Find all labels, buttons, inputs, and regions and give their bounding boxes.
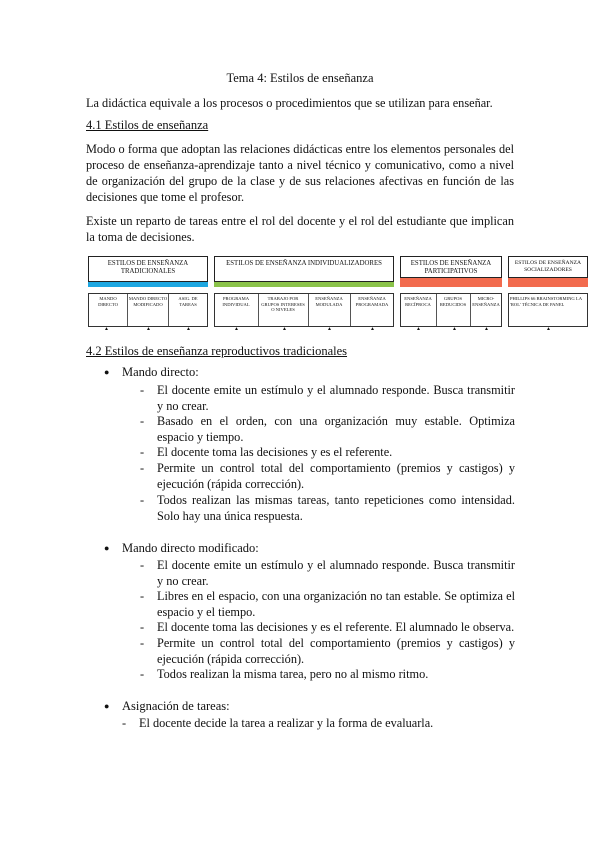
group-box-participativos — [400, 256, 502, 278]
list-item-text: El docente toma las decisiones y es el referente. El alumnado le observa. — [157, 620, 515, 634]
list-item-text: Todos realizan la misma tarea, pero no al mismo ritmo. — [157, 667, 429, 681]
sub-item-trabajo-grupos: TRABAJO POR GRUPOS INTERESES O NIVELES — [261, 296, 305, 313]
arrow-marker-icon: ▲ — [546, 327, 551, 332]
dash-icon: - — [140, 445, 145, 459]
sub-item-grupos-reducidos: GRUPOS REDUCIDOS — [439, 296, 467, 307]
bullet-label: Mando directo: — [122, 365, 199, 379]
list-item-text: El docente decide la tarea a realizar y la forma de evaluarla. — [139, 716, 434, 730]
list-item-text: Basado en el orden, con una organización muy estable. Optimiza espacio y tiempo. — [157, 414, 515, 444]
dash-icon: - — [140, 558, 145, 572]
teaching-styles-diagram — [88, 256, 582, 334]
group-box-socializadores — [508, 256, 588, 278]
list-item-text: Todos realizan las mismas tareas, tanto repeticiones como intensidad. Solo hay una única respuesta. — [157, 493, 515, 523]
arrow-marker-icon: ▲ — [234, 327, 239, 332]
sub-item-ensenanza-modulada: ENSEÑANZA MODULADA — [315, 296, 343, 307]
sub-separator — [308, 294, 309, 326]
group-bar-individualizadores — [214, 282, 394, 287]
group-label-socializadores: ESTILOS DE ENSEÑANZA SOCIALIZADORES — [514, 260, 582, 273]
list-item-text: El docente emite un estímulo y el alumnado responde. Busca transmitir y no crear. — [157, 558, 515, 588]
arrow-marker-icon: ▲ — [282, 327, 287, 332]
bullet-dot-icon: ● — [104, 701, 110, 711]
dash-icon: - — [140, 589, 145, 603]
section-1-paragraph-1: Modo o forma que adoptan las relaciones didácticas entre los elementos personales del proceso de enseñanza-aprendizaje tanto a nivel técnico y comunicativo, como a nivel de organización del grupo de la clase y de sus relaciones afectivas en función de las decisiones que tome el profesor. — [86, 142, 514, 204]
sub-separator — [168, 294, 169, 326]
group-box-tradicionales — [88, 256, 208, 282]
group-label-tradicionales: ESTILOS DE ENSEÑANZA TRADICIONALES — [107, 260, 189, 275]
section-heading-4-1: 4.1 Estilos de enseñanza — [86, 118, 209, 132]
arrow-marker-icon: ▲ — [104, 327, 109, 332]
group-label-individualizadores: ESTILOS DE ENSEÑANZA INDIVIDUALIZADORES — [226, 260, 382, 267]
dash-icon: - — [140, 667, 145, 681]
sub-item-mando-directo: MANDO DIRECTO — [98, 296, 118, 307]
arrow-marker-icon: ▲ — [452, 327, 457, 332]
group-bar-tradicionales — [88, 282, 208, 287]
dash-icon: - — [140, 620, 145, 634]
dash-icon: - — [122, 716, 127, 730]
dash-icon: - — [140, 383, 145, 397]
bullet-label: Mando directo modificado: — [122, 541, 259, 555]
arrow-marker-icon: ▲ — [416, 327, 421, 332]
section-1-paragraph-2: Existe un reparto de tareas entre el rol del docente y el rol del estudiante que implican la toma de decisiones. — [86, 214, 514, 244]
arrow-marker-icon: ▲ — [484, 327, 489, 332]
sub-separator — [470, 294, 471, 326]
list-item-text: El docente toma las decisiones y es el referente. — [157, 445, 393, 459]
sub-separator — [436, 294, 437, 326]
list-item-text: Libres en el espacio, con una organización no tan estable. Se optimiza el espacio y el tiempo. — [157, 589, 515, 619]
arrow-marker-icon: ▲ — [327, 327, 332, 332]
sub-item-ensenanza-reciproca: ENSEÑANZA RECÍPROCA — [404, 296, 432, 307]
list-item-text: Permite un control total del comportamiento (premios y castigos) y ejecución (rápida corrección). — [157, 636, 515, 666]
sub-item-asig-tareas: ASIG. DE TAREAS — [178, 296, 198, 307]
arrow-marker-icon: ▲ — [186, 327, 191, 332]
group-box-individualizadores — [214, 256, 394, 282]
sub-item-mando-directo-modificado: MANDO DIRECTO MODIFICADO — [128, 296, 168, 307]
section-heading-4-2: 4.2 Estilos de enseñanza reproductivos tradicionales — [86, 344, 348, 358]
sub-separator — [258, 294, 259, 326]
sub-separator — [350, 294, 351, 326]
group-bar-socializadores — [508, 278, 588, 287]
arrow-marker-icon: ▲ — [370, 327, 375, 332]
dash-icon: - — [140, 461, 145, 475]
bullet-dot-icon: ● — [104, 367, 110, 377]
bullet-dot-icon: ● — [104, 543, 110, 553]
group-bar-participativos — [400, 278, 502, 287]
arrow-marker-icon: ▲ — [146, 327, 151, 332]
dash-icon: - — [140, 493, 145, 507]
document-title: Tema 4: Estilos de enseñanza — [226, 71, 374, 85]
sub-item-micro-ensenanza: MICRO-ENSEÑANZA — [472, 296, 500, 307]
sub-item-phillips: PHILLIPS 66 BRAINSTORMING LA 'ROL' TÉCNICA DE PANEL — [510, 296, 582, 307]
dash-icon: - — [140, 636, 145, 650]
group-label-participativos: ESTILOS DE ENSEÑANZA PARTICIPATIVOS — [410, 260, 492, 275]
sub-item-ensenanza-programada: ENSEÑANZA PROGRAMADA — [355, 296, 389, 307]
intro-paragraph: La didáctica equivale a los procesos o procedimientos que se utilizan para enseñar. — [86, 96, 493, 110]
bullet-label: Asignación de tareas: — [122, 699, 230, 713]
dash-icon: - — [140, 414, 145, 428]
list-item-text: El docente emite un estímulo y el alumnado responde. Busca transmitir y no crear. — [157, 383, 515, 413]
sub-item-programa-individual: PROGRAMA INDIVIDUAL — [222, 296, 250, 307]
list-item-text: Permite un control total del comportamiento (premios y castigos) y ejecución (rápida corrección). — [157, 461, 515, 491]
